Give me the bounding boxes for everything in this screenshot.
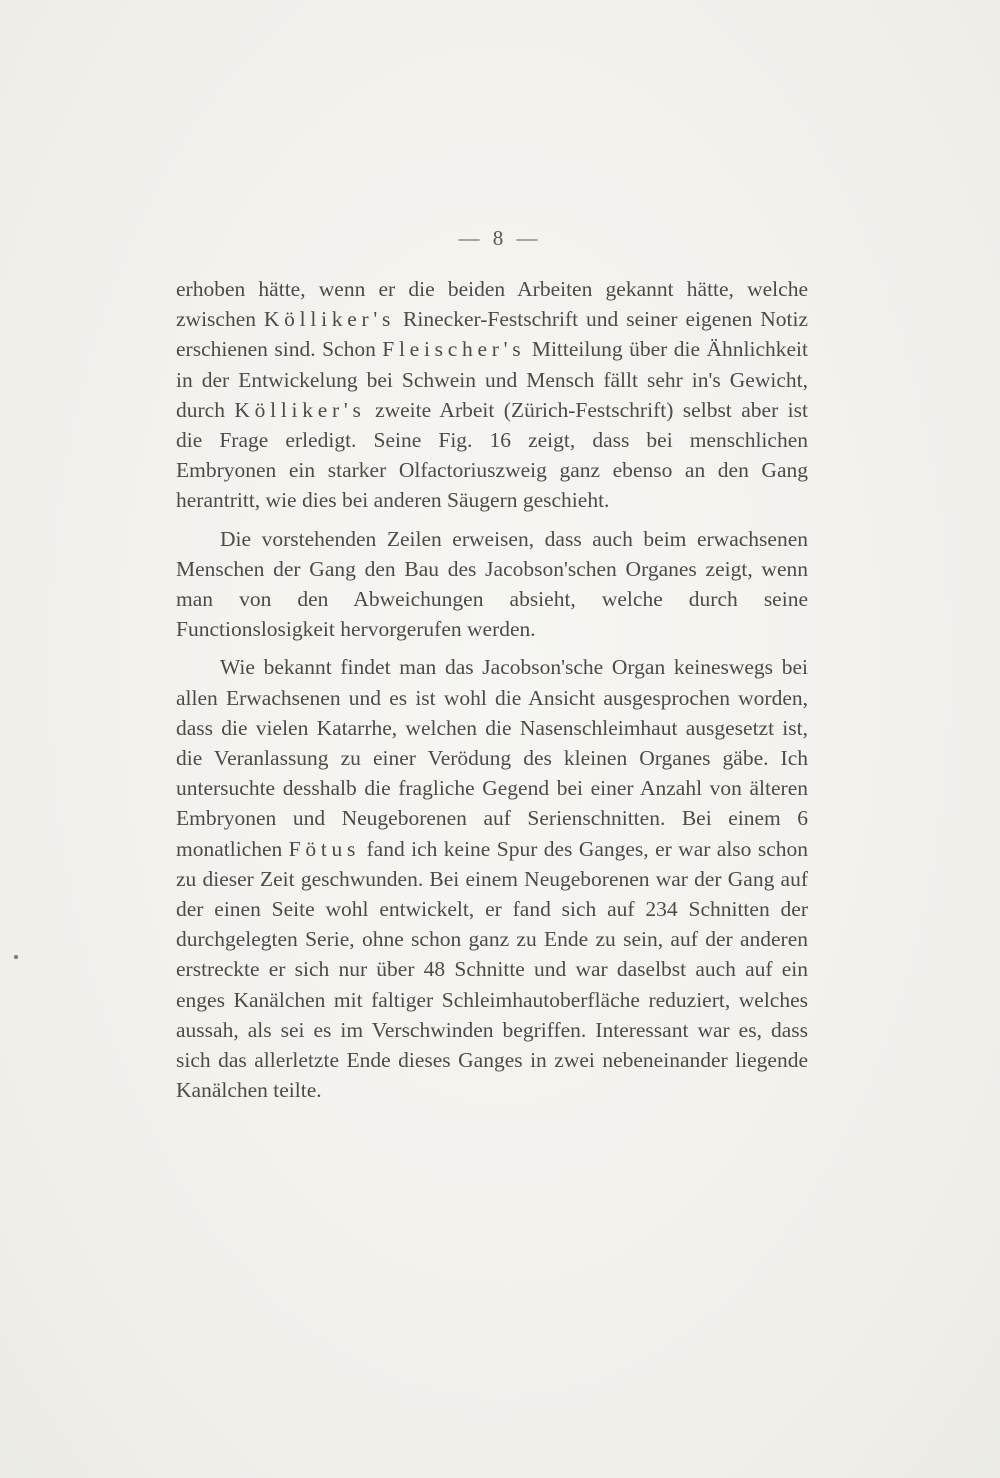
text-segment: erhoben hätte, wenn er die beiden Arbeiten gekannt hätte, welche zwischen [176,277,808,332]
paragraph-3 [176,652,808,1105]
text-segment: fand ich keine Spur des Ganges, er war also schon zu dieser Zeit geschwunden. Bei einem Neugeborenen war der Gang auf der einen Seite wohl entwickelt, er fand sich auf 234 Schnitten der durchgelegten Serie, ohne schon ganz zu Ende zu sein, auf der anderen erstreckte er sich nur über 48 Schnitte und war daselbst auch auf ein enges Kanälchen mit faltiger Schleimhautoberfläche reduziert, welches aussah, als sei es im Verschwinden begriffen. Interessant war es, dass sich das allerletzte Ende dieses Ganges in zwei nebeneinander liegende Kanälchen teilte. [176,836,808,1103]
text-segment: Mitteilung über die Ähnlichkeit in der Entwickelung bei Schwein und Mensch fällt sehr in's Gewicht, durch [176,337,808,422]
paragraph-1 [176,274,808,516]
emphasized-term: Fötus [288,836,361,861]
author-name: Kölliker's [234,397,366,422]
paper-speck [14,955,18,959]
text-segment: Die vorstehenden Zeilen erweisen, dass auch beim erwachsenen Menschen der Gang den Bau des Jacobson'schen Organes zeigt, wenn man von den Abweichungen absieht, welche durch seine Functionslosigkeit hervorgerufen werden. [176,526,808,642]
body-text [176,274,808,1105]
text-segment: Rinecker-Festschrift und seiner eigenen Notiz erschienen sind. Schon [176,307,808,362]
paragraph-2 [176,524,808,645]
author-name: Fleischer's [382,337,526,362]
text-segment: zweite Arbeit (Zürich-Festschrift) selbst aber ist die Frage erledigt. Seine Fig. 16 zeigt, dass bei menschlichen Embryonen ein starker Olfactoriuszweig ganz ebenso an den Gang herantritt, wie dies bei anderen Säugern geschieht. [176,397,808,513]
text-segment: Wie bekannt findet man das Jacobson'sche Organ keineswegs bei allen Erwachsenen und es ist wohl die Ansicht ausgesprochen worden, dass die vielen Katarrhe, welchen die Nasenschleimhaut ausgesetzt ist, die Veranlassung zu einer Verödung des kleinen Organes gäbe. Ich untersuchte desshalb die fragliche Gegend bei einer Anzahl von älteren Embryonen und Neugeborenen auf Serienschnitten. Bei einem 6 monatlichen [176,655,808,861]
page-number: — 8 — [458,226,542,250]
author-name: Kölliker's [263,307,396,332]
